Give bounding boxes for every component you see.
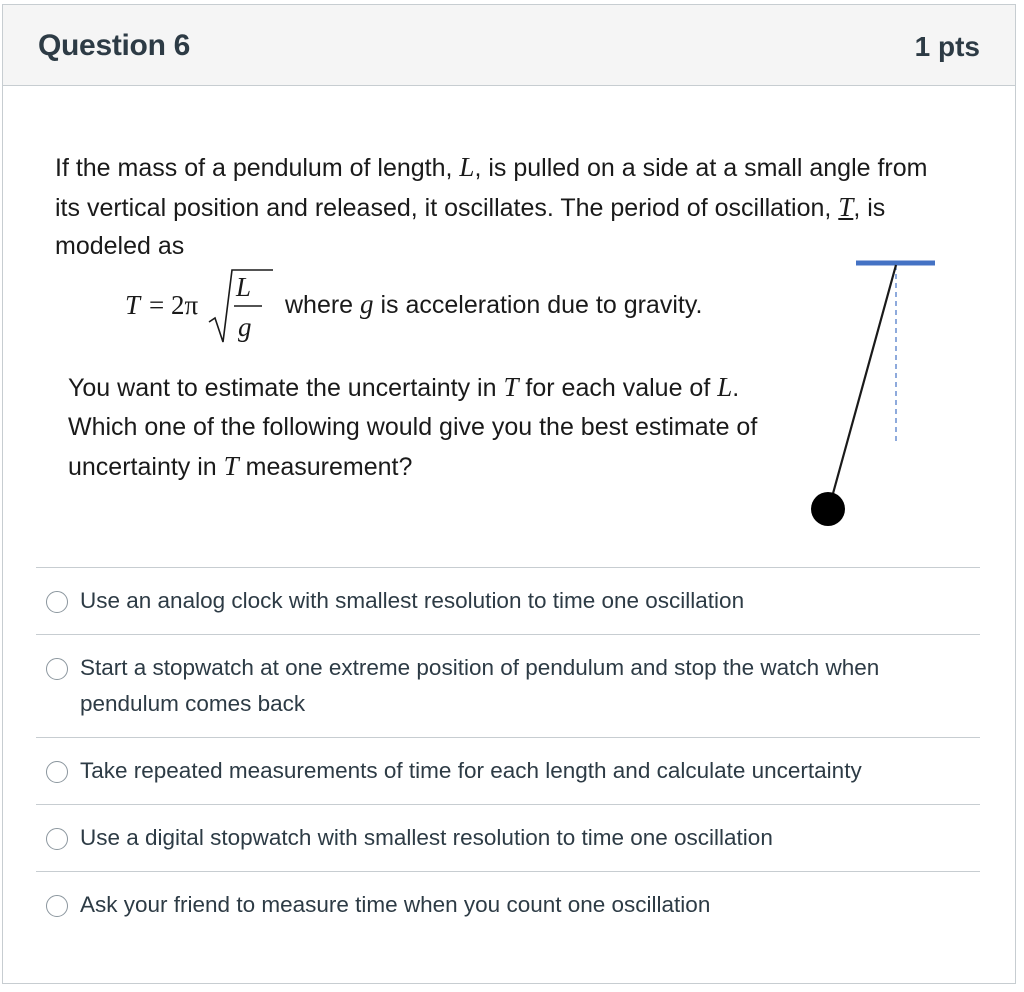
answer-option[interactable]	[36, 567, 980, 634]
radio-button[interactable]	[46, 895, 68, 917]
answer-label[interactable]: Use a digital stopwatch with smallest resolution to time one oscillation	[80, 825, 773, 850]
radio-button[interactable]	[46, 591, 68, 613]
radio-button[interactable]	[46, 761, 68, 783]
stem-text: is acceleration due to gravity.	[373, 291, 703, 319]
stem-paragraph-2	[68, 368, 808, 487]
pendulum-svg	[800, 250, 950, 540]
question-stem	[55, 148, 955, 266]
answer-option[interactable]	[36, 871, 980, 938]
period-formula	[123, 262, 293, 352]
formula-where-text	[285, 289, 702, 320]
answer-list	[36, 567, 980, 938]
radio-button[interactable]	[46, 658, 68, 680]
answer-label[interactable]: Start a stopwatch at one extreme position of pendulum and stop the watch when pendulum comes back	[80, 655, 880, 716]
stem-text: for each value of	[518, 374, 718, 402]
formula-svg	[123, 262, 293, 352]
stem-text: measurement?	[238, 453, 413, 481]
pendulum-bob	[811, 492, 845, 526]
question-title: Question 6	[38, 29, 191, 62]
pendulum-string	[829, 265, 896, 508]
answer-label[interactable]: Take repeated measurements of time for each length and calculate uncertainty	[80, 758, 862, 783]
answer-label[interactable]: Use an analog clock with smallest resolution to time one oscillation	[80, 588, 745, 613]
math-T: T	[503, 372, 519, 402]
stem-paragraph-1	[55, 148, 955, 266]
radio-button[interactable]	[46, 828, 68, 850]
math-T: T	[223, 451, 239, 481]
answer-option[interactable]	[36, 804, 980, 871]
formula-numerator: L	[236, 272, 252, 302]
formula-eq: = 2π	[149, 290, 199, 320]
pendulum-diagram	[800, 250, 950, 545]
math-g: g	[360, 289, 374, 319]
stem-text: If the mass of a pendulum of length,	[55, 154, 460, 182]
math-T: T	[838, 191, 854, 222]
answer-label[interactable]: Ask your friend to measure time when you count one oscillation	[80, 892, 711, 917]
answer-option[interactable]	[36, 737, 980, 804]
math-L: L	[459, 152, 475, 182]
stem-text: . Which one of the following would give you the best estimate of uncertainty in	[68, 374, 758, 481]
question-header	[3, 5, 1015, 86]
stem-text: where	[285, 291, 361, 319]
question-points: 1 pts	[914, 31, 980, 62]
stem-text: , is modeled as	[55, 193, 886, 260]
formula-denominator: g	[238, 312, 252, 342]
math-L: L	[717, 372, 733, 402]
stem-text: , is pulled on a side at a small angle from its vertical position and released, it oscillates. The period of oscillation,	[55, 154, 928, 222]
answer-option[interactable]	[36, 634, 980, 737]
formula-lhs: T	[125, 290, 141, 320]
stem-paragraph-2-text	[68, 368, 808, 487]
stem-text: You want to estimate the uncertainty in	[68, 374, 504, 402]
